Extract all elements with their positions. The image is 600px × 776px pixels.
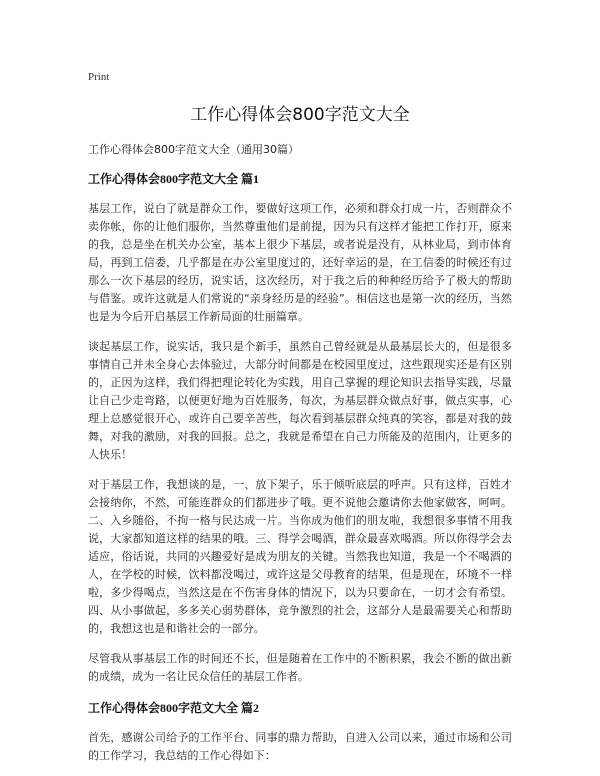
section-heading-2: 工作心得体会800字范文大全 篇2	[88, 701, 260, 715]
print-link[interactable]: Print	[88, 71, 110, 83]
document-title: 工作心得体会800字范文大全	[190, 105, 410, 125]
paragraph: 基层工作，说白了就是群众工作，要做好这项工作，必须和群众打成一片，否则群众不卖你帐，你的让他们服你，当然尊重他们是前提，因为只有这样才能把工作打开，原来的我，总是坐在机关办公室，基本上很少下基层，或者说是没有，从林业局，到市体育局，再到工信委，几乎都是在办公室里度过的，还好幸运的是，在工信委的时候还有过那么一次下基层的经历，说实话，这次经历，对于我之后的种种经历给予了极大的帮助与借鉴。或许这就是人们常说的“亲身经历是的经验”。相信这也是第一次的经历，当然也是为今后开启基层工作新局面的壮丽篇章。	[88, 202, 512, 323]
paragraph: 尽管我从事基层工作的时间还不长，但是随着在工作中的不断积累，我会不断的做出新的成绩，成为一名让民众信任的基层工作者。	[88, 652, 512, 683]
document-subtitle: 工作心得体会800字范文大全（通用30篇）	[88, 143, 299, 156]
paragraph: 首先，感谢公司给予的工作平台、同事的鼎力帮助，自进入公司以来，通过市场和公司的工作学习，我总结的工作心得如下：	[88, 731, 512, 762]
section-heading-1: 工作心得体会800字范文大全 篇1	[88, 172, 260, 186]
paragraph: 谈起基层工作，说实话，我只是个新手，虽然自己曾经就是从最基层长大的，但是很多事情自己并未全身心去体验过，大部分时间都是在校园里度过，这些跟现实还是有区别的，正因为这样，我们得把理论转化为实践，用自己掌握的理论知识去指导实践，尽量让自己少走弯路，以便更好地为百姓服务，每次，为基层群众做点好事，做点实事，心理上总感觉很开心，或许自己要辛苦些，每次看到基层群众纯真的笑容，都是对我的鼓舞，对我的激励，对我的回报。总之，我就是希望在自己力所能及的范围内，让更多的人快乐！	[88, 340, 512, 461]
paragraph: 对于基层工作，我想谈的是，一、放下架子，乐于倾听底层的呼声。只有这样，百姓才会接纳你，不然，可能连群众的们都进步了哦。更不说他会邀请你去他家做客，呵呵。二、入乡随俗，不拘一格与民达成一片。当你成为他们的朋友啦，我想很多事情不用我说，大家都知道这样的结果的哦。三、得学会喝酒，群众最喜欢喝酒。所以你得学会去适应，俗话说，共同的兴趣爱好是成为朋友的关键。当然我也知道，我是一个不喝酒的人，在学校的时候，饮料都没喝过，或许这是父母教育的结果，但是现在，环境不一样啦，多少得喝点，当然这是在不伤害身体的情况下，以为只要命在，一切才会有希望。四、从小事做起，多多关心弱势群体，竞争激烈的社会，这部分人是最需要关心和帮助的，我想这也是和谐社会的一部分。	[88, 478, 512, 635]
